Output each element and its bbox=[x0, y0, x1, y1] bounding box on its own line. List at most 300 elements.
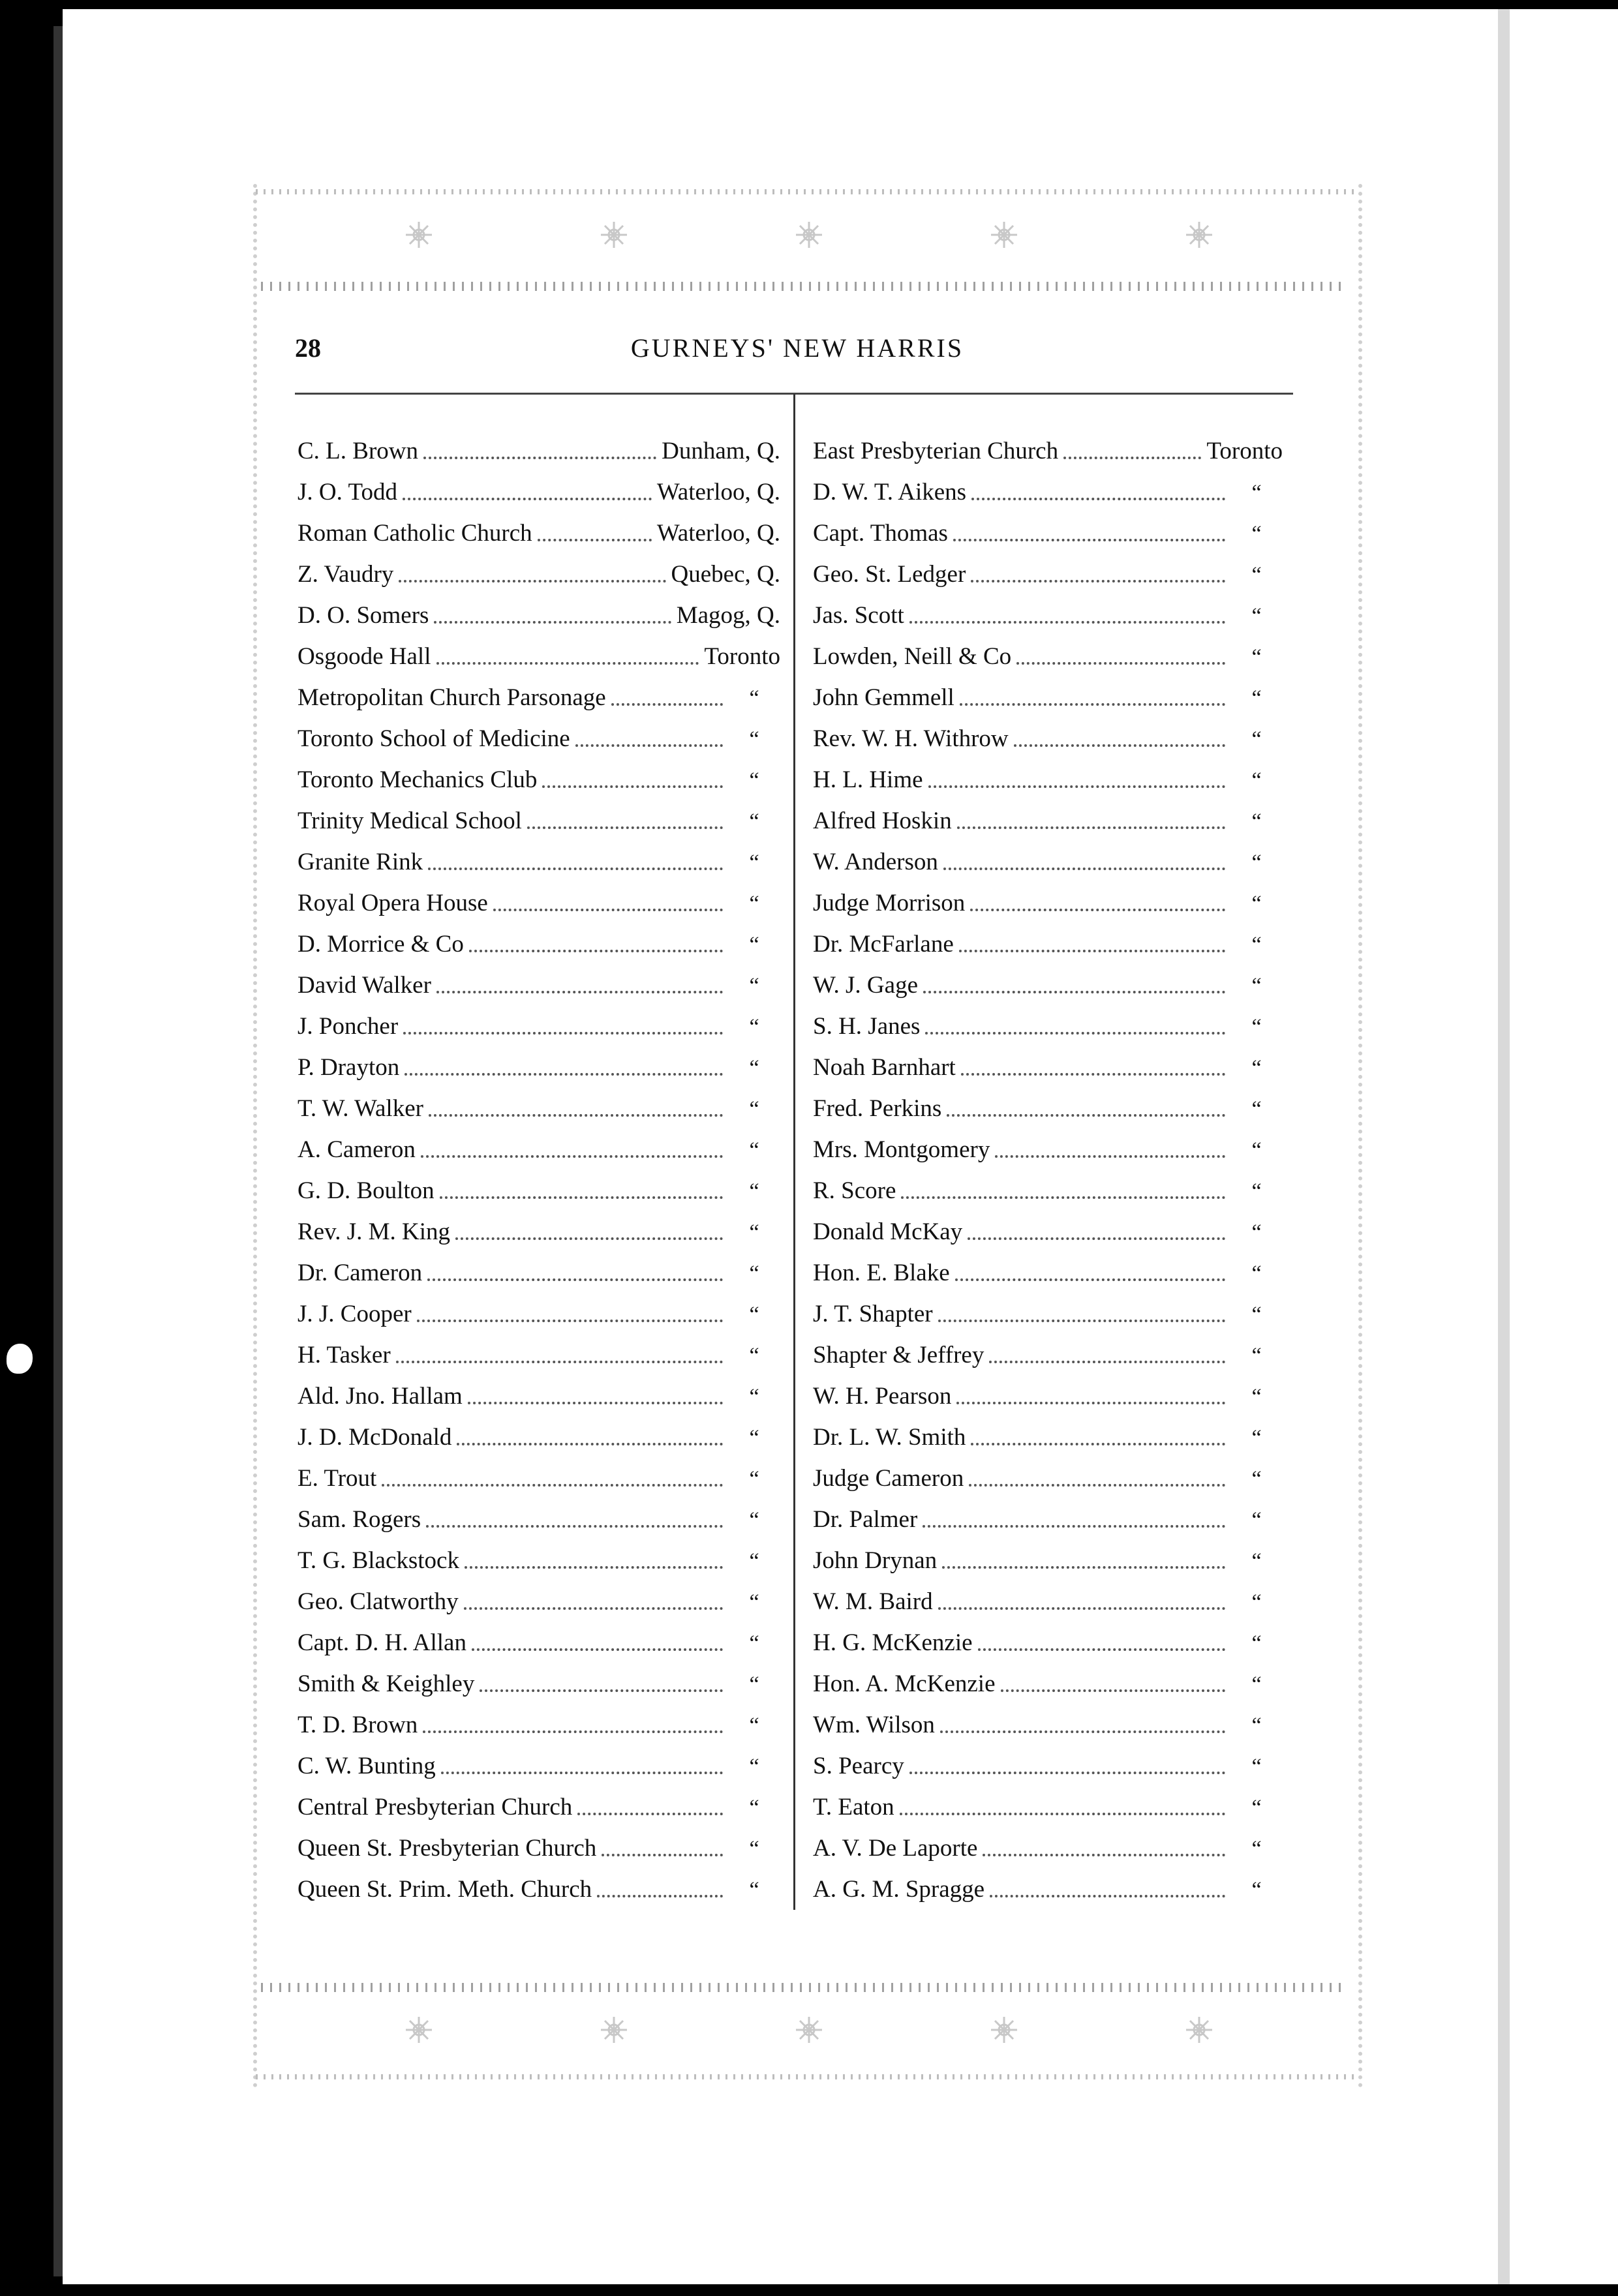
list-item bbox=[813, 965, 1283, 1006]
list-item bbox=[813, 1499, 1283, 1540]
ditto-mark: “ bbox=[749, 974, 759, 998]
entry-name: W. Anderson bbox=[813, 849, 938, 875]
dot-leader bbox=[428, 868, 723, 870]
ditto-mark: “ bbox=[749, 1714, 759, 1738]
list-item bbox=[298, 595, 780, 636]
ditto-mark: “ bbox=[1251, 974, 1262, 998]
ditto-mark: “ bbox=[749, 1426, 759, 1450]
ditto-mark: “ bbox=[749, 809, 759, 834]
list-item bbox=[813, 1704, 1283, 1745]
entry-location: Waterloo, Q. bbox=[656, 520, 780, 547]
entry-name: Donald McKay bbox=[813, 1218, 963, 1245]
dot-leader bbox=[429, 1114, 723, 1117]
ditto-mark: “ bbox=[1251, 1755, 1262, 1779]
list-item bbox=[813, 636, 1283, 677]
list-item bbox=[813, 1458, 1283, 1499]
dot-leader bbox=[542, 785, 723, 788]
list-item bbox=[813, 841, 1283, 883]
list-item bbox=[298, 1704, 780, 1745]
entry-name: P. Drayton bbox=[298, 1054, 400, 1081]
ditto-mark: “ bbox=[1251, 1261, 1262, 1286]
entry-location: Toronto bbox=[704, 643, 780, 670]
ditto-mark: “ bbox=[749, 1261, 759, 1286]
list-item bbox=[298, 841, 780, 883]
list-item bbox=[813, 1006, 1283, 1047]
ornament-icon bbox=[600, 2016, 628, 2044]
list-item bbox=[298, 636, 780, 677]
ditto-mark: “ bbox=[1251, 686, 1262, 710]
top-ornament-row bbox=[404, 220, 1214, 249]
entry-name: J. O. Todd bbox=[298, 479, 397, 506]
list-item bbox=[813, 1581, 1283, 1622]
ditto-mark: “ bbox=[1251, 604, 1262, 628]
entry-name: Capt. Thomas bbox=[813, 520, 948, 547]
entry-name: David Walker bbox=[298, 972, 431, 999]
list-item bbox=[813, 883, 1283, 924]
dot-leader bbox=[942, 1566, 1225, 1569]
dot-leader bbox=[403, 1032, 723, 1035]
entry-name: H. G. McKenzie bbox=[813, 1629, 973, 1656]
dot-leader bbox=[1016, 662, 1225, 665]
list-item bbox=[813, 1540, 1283, 1581]
entry-name: Central Presbyterian Church bbox=[298, 1794, 573, 1820]
ditto-mark: “ bbox=[749, 727, 759, 751]
ditto-mark: “ bbox=[749, 1097, 759, 1121]
entry-name: Wm. Wilson bbox=[813, 1712, 935, 1738]
entry-name: Dr. McFarlane bbox=[813, 931, 954, 958]
entry-name: W. H. Pearson bbox=[813, 1383, 952, 1410]
page-edge bbox=[1498, 9, 1510, 2284]
entry-name: John Drynan bbox=[813, 1547, 938, 1574]
list-item bbox=[813, 1787, 1283, 1828]
ditto-mark: “ bbox=[1251, 1385, 1262, 1409]
ornament-icon bbox=[1185, 220, 1214, 249]
ditto-mark: “ bbox=[1251, 1220, 1262, 1245]
dot-leader bbox=[527, 826, 723, 829]
dot-leader bbox=[978, 1648, 1225, 1651]
entry-name: East Presbyterian Church bbox=[813, 438, 1059, 464]
list-item bbox=[813, 1663, 1283, 1704]
ditto-mark: “ bbox=[749, 1755, 759, 1779]
dot-leader bbox=[953, 539, 1225, 541]
ditto-mark: “ bbox=[1251, 1837, 1262, 1861]
list-item bbox=[298, 1869, 780, 1910]
dot-leader bbox=[928, 785, 1225, 788]
dot-leader bbox=[983, 1854, 1225, 1856]
ditto-mark: “ bbox=[749, 1549, 759, 1573]
ditto-mark: “ bbox=[1251, 1631, 1262, 1655]
entry-name: Dr. L. W. Smith bbox=[813, 1424, 966, 1451]
list-item bbox=[298, 430, 780, 472]
ditto-mark: “ bbox=[749, 686, 759, 710]
list-item bbox=[298, 1376, 780, 1417]
dot-leader bbox=[611, 703, 723, 706]
page-number: 28 bbox=[295, 333, 321, 363]
entry-name: J. T. Shapter bbox=[813, 1301, 933, 1327]
entry-name: D. O. Somers bbox=[298, 602, 429, 629]
list-item bbox=[813, 1088, 1283, 1129]
entry-name: J. J. Cooper bbox=[298, 1301, 412, 1327]
ditto-mark: “ bbox=[1251, 1303, 1262, 1327]
entry-name: H. Tasker bbox=[298, 1342, 391, 1368]
ornament-icon bbox=[990, 2016, 1018, 2044]
ornament-icon bbox=[600, 220, 628, 249]
dot-leader bbox=[938, 1320, 1225, 1322]
list-item bbox=[298, 1458, 780, 1499]
page-header bbox=[295, 333, 1300, 378]
list-item bbox=[813, 1129, 1283, 1170]
entry-name: Z. Vaudry bbox=[298, 561, 394, 588]
ditto-mark: “ bbox=[749, 1508, 759, 1532]
dot-leader bbox=[995, 1155, 1225, 1158]
top-tick-rule bbox=[261, 282, 1344, 291]
entry-name: Royal Opera House bbox=[298, 890, 488, 916]
dot-leader bbox=[468, 1402, 723, 1404]
entry-name: Trinity Medical School bbox=[298, 808, 522, 834]
entry-name: Hon. A. McKenzie bbox=[813, 1670, 996, 1697]
list-item bbox=[298, 1663, 780, 1704]
entry-name: Rev. W. H. Withrow bbox=[813, 725, 1009, 752]
ditto-mark: “ bbox=[749, 1056, 759, 1080]
ditto-mark: “ bbox=[1251, 768, 1262, 793]
dot-leader bbox=[909, 621, 1225, 624]
ditto-mark: “ bbox=[1251, 892, 1262, 916]
dot-leader bbox=[417, 1320, 723, 1322]
dot-leader bbox=[955, 1278, 1225, 1281]
dot-leader bbox=[938, 1607, 1225, 1610]
dot-leader bbox=[469, 950, 723, 952]
entry-name: Geo. Clatworthy bbox=[298, 1588, 459, 1615]
list-item bbox=[813, 1745, 1283, 1787]
ditto-mark: “ bbox=[1251, 1344, 1262, 1368]
ornament-icon bbox=[795, 220, 823, 249]
list-item bbox=[813, 1170, 1283, 1211]
entry-location: Waterloo, Q. bbox=[656, 479, 780, 506]
list-item bbox=[298, 800, 780, 841]
dot-leader bbox=[990, 1895, 1225, 1897]
list-item bbox=[813, 677, 1283, 718]
dot-leader bbox=[909, 1772, 1225, 1774]
ditto-mark: “ bbox=[749, 1138, 759, 1162]
ditto-mark: “ bbox=[1251, 1056, 1262, 1080]
ditto-mark: “ bbox=[1251, 1672, 1262, 1697]
ornament-icon bbox=[990, 220, 1018, 249]
entry-name: Sam. Rogers bbox=[298, 1506, 421, 1533]
list-item bbox=[298, 554, 780, 595]
ditto-mark: “ bbox=[1251, 563, 1262, 587]
ditto-mark: “ bbox=[749, 1220, 759, 1245]
entry-name: T. G. Blackstock bbox=[298, 1547, 459, 1574]
list-item bbox=[298, 1417, 780, 1458]
entry-name: Hon. E. Blake bbox=[813, 1260, 950, 1286]
dot-leader bbox=[382, 1484, 723, 1487]
ditto-mark: “ bbox=[1251, 1508, 1262, 1532]
ditto-mark: “ bbox=[749, 1344, 759, 1368]
dot-leader bbox=[436, 991, 723, 993]
list-item bbox=[298, 1293, 780, 1335]
dot-leader bbox=[423, 457, 656, 459]
ditto-mark: “ bbox=[1251, 1015, 1262, 1039]
ditto-mark: “ bbox=[1251, 645, 1262, 669]
ditto-mark: “ bbox=[749, 1467, 759, 1491]
ditto-mark: “ bbox=[749, 1015, 759, 1039]
ditto-mark: “ bbox=[1251, 522, 1262, 546]
dot-leader bbox=[493, 909, 723, 911]
ornament-icon bbox=[404, 220, 433, 249]
dot-leader bbox=[464, 1607, 723, 1610]
list-item bbox=[813, 1376, 1283, 1417]
bottom-tick-rule bbox=[261, 1983, 1344, 1992]
dot-leader bbox=[602, 1854, 723, 1856]
ditto-mark: “ bbox=[1251, 1549, 1262, 1573]
list-item bbox=[813, 1417, 1283, 1458]
entry-name: Dr. Palmer bbox=[813, 1506, 918, 1533]
entry-name: W. M. Baird bbox=[813, 1588, 933, 1615]
list-item bbox=[813, 1335, 1283, 1376]
list-item bbox=[813, 718, 1283, 759]
entry-location: Dunham, Q. bbox=[662, 438, 780, 464]
ditto-mark: “ bbox=[749, 851, 759, 875]
list-item bbox=[298, 924, 780, 965]
entry-name: T. W. Walker bbox=[298, 1095, 423, 1122]
list-item bbox=[298, 1088, 780, 1129]
dot-leader bbox=[421, 1155, 723, 1158]
ditto-mark: “ bbox=[749, 1878, 759, 1902]
list-item bbox=[813, 595, 1283, 636]
list-item bbox=[298, 1047, 780, 1088]
list-item bbox=[298, 965, 780, 1006]
entry-name: Osgoode Hall bbox=[298, 643, 431, 670]
dot-leader bbox=[961, 1073, 1225, 1076]
entry-name: Noah Barnhart bbox=[813, 1054, 956, 1081]
list-item bbox=[813, 759, 1283, 800]
entry-name: R. Score bbox=[813, 1177, 896, 1204]
ditto-mark: “ bbox=[1251, 1714, 1262, 1738]
ditto-mark: “ bbox=[1251, 1138, 1262, 1162]
entry-name: G. D. Boulton bbox=[298, 1177, 435, 1204]
dot-leader bbox=[989, 1361, 1225, 1363]
list-item bbox=[298, 472, 780, 513]
entry-name: Rev. J. M. King bbox=[298, 1218, 450, 1245]
ditto-mark: “ bbox=[1251, 1590, 1262, 1614]
list-item bbox=[813, 800, 1283, 841]
entry-name: Dr. Cameron bbox=[298, 1260, 423, 1286]
ditto-mark: “ bbox=[1251, 933, 1262, 957]
entry-name: T. Eaton bbox=[813, 1794, 894, 1820]
entry-name: Judge Morrison bbox=[813, 890, 966, 916]
entry-name: Alfred Hoskin bbox=[813, 808, 952, 834]
ditto-mark: “ bbox=[1251, 809, 1262, 834]
entry-location: Toronto bbox=[1206, 438, 1283, 464]
list-item bbox=[813, 554, 1283, 595]
ditto-mark: “ bbox=[1251, 1878, 1262, 1902]
list-item bbox=[813, 1293, 1283, 1335]
dot-leader bbox=[441, 1772, 723, 1774]
entry-name: A. Cameron bbox=[298, 1136, 416, 1163]
ditto-mark: “ bbox=[749, 768, 759, 793]
right-column-list bbox=[813, 430, 1283, 1910]
column-divider bbox=[793, 394, 795, 1910]
margin-blot bbox=[7, 1344, 33, 1374]
entry-name: Lowden, Neill & Co bbox=[813, 643, 1012, 670]
ditto-mark: “ bbox=[749, 892, 759, 916]
entry-name: Smith & Keighley bbox=[298, 1670, 475, 1697]
list-item bbox=[298, 718, 780, 759]
entry-location: Quebec, Q. bbox=[671, 561, 780, 588]
dot-leader bbox=[1001, 1689, 1226, 1692]
running-title: GURNEYS' NEW HARRIS bbox=[630, 333, 964, 363]
ditto-mark: “ bbox=[749, 1590, 759, 1614]
list-item bbox=[298, 513, 780, 554]
entry-name: Metropolitan Church Parsonage bbox=[298, 684, 606, 711]
entry-name: Queen St. Prim. Meth. Church bbox=[298, 1876, 592, 1903]
list-item bbox=[298, 1581, 780, 1622]
entry-name: H. L. Hime bbox=[813, 766, 923, 793]
entry-name: Jas. Scott bbox=[813, 602, 904, 629]
dot-leader bbox=[436, 662, 699, 665]
ornament-icon bbox=[404, 2016, 433, 2044]
dot-leader bbox=[427, 1278, 723, 1281]
list-item bbox=[298, 1170, 780, 1211]
entry-name: C. L. Brown bbox=[298, 438, 418, 464]
ditto-mark: “ bbox=[749, 1837, 759, 1861]
list-item bbox=[298, 1540, 780, 1581]
dot-leader bbox=[923, 991, 1225, 993]
ornament-icon bbox=[795, 2016, 823, 2044]
ditto-mark: “ bbox=[749, 1385, 759, 1409]
list-item bbox=[813, 1622, 1283, 1663]
list-item bbox=[298, 759, 780, 800]
top-border-dots bbox=[256, 189, 1354, 194]
entry-name: Queen St. Presbyterian Church bbox=[298, 1835, 597, 1862]
ditto-mark: “ bbox=[749, 1672, 759, 1697]
entry-location: Magog, Q. bbox=[676, 602, 780, 629]
entry-name: Toronto Mechanics Club bbox=[298, 766, 538, 793]
dot-leader bbox=[403, 498, 652, 500]
ditto-mark: “ bbox=[1251, 1426, 1262, 1450]
dot-leader bbox=[947, 1114, 1225, 1117]
entry-name: A. V. De Laporte bbox=[813, 1835, 978, 1862]
ditto-mark: “ bbox=[1251, 481, 1262, 505]
entry-name: A. G. M. Spragge bbox=[813, 1876, 985, 1903]
dot-leader bbox=[971, 498, 1225, 500]
binding-shadow bbox=[53, 26, 63, 2276]
dot-leader bbox=[472, 1648, 723, 1651]
dot-leader bbox=[968, 1237, 1225, 1240]
dot-leader bbox=[575, 744, 723, 747]
dot-leader bbox=[971, 580, 1225, 582]
entry-name: J. Poncher bbox=[298, 1013, 399, 1040]
dot-leader bbox=[900, 1813, 1225, 1815]
dot-leader bbox=[434, 621, 671, 624]
entry-name: Geo. St. Ledger bbox=[813, 561, 966, 588]
list-item bbox=[813, 1047, 1283, 1088]
list-item bbox=[813, 513, 1283, 554]
dot-leader bbox=[1063, 457, 1201, 459]
list-item bbox=[813, 924, 1283, 965]
list-item bbox=[813, 472, 1283, 513]
dot-leader bbox=[404, 1073, 723, 1076]
entry-name: John Gemmell bbox=[813, 684, 954, 711]
dot-leader bbox=[957, 826, 1225, 829]
list-item bbox=[298, 1252, 780, 1293]
entry-name: Granite Rink bbox=[298, 849, 423, 875]
entry-name: S. Pearcy bbox=[813, 1753, 904, 1779]
dot-leader bbox=[901, 1196, 1225, 1199]
list-item bbox=[298, 1787, 780, 1828]
list-item bbox=[298, 1622, 780, 1663]
list-item bbox=[298, 677, 780, 718]
entry-name: Fred. Perkins bbox=[813, 1095, 942, 1122]
ditto-mark: “ bbox=[749, 1631, 759, 1655]
dot-leader bbox=[923, 1525, 1225, 1528]
list-item bbox=[298, 1129, 780, 1170]
ditto-mark: “ bbox=[1251, 1097, 1262, 1121]
dot-leader bbox=[956, 1402, 1225, 1404]
entry-name: D. Morrice & Co bbox=[298, 931, 464, 958]
dot-leader bbox=[960, 703, 1225, 706]
entry-name: T. D. Brown bbox=[298, 1712, 418, 1738]
left-column-list bbox=[298, 430, 780, 1910]
ditto-mark: “ bbox=[749, 1179, 759, 1203]
ditto-mark: “ bbox=[749, 1303, 759, 1327]
ornament-icon bbox=[1185, 2016, 1214, 2044]
dot-leader bbox=[970, 909, 1225, 911]
entry-name: Mrs. Montgomery bbox=[813, 1136, 990, 1163]
list-item bbox=[298, 1211, 780, 1252]
list-item bbox=[298, 1006, 780, 1047]
entry-name: Judge Cameron bbox=[813, 1465, 964, 1492]
dot-leader bbox=[577, 1813, 723, 1815]
dot-leader bbox=[959, 950, 1225, 952]
list-item bbox=[298, 1499, 780, 1540]
entry-name: D. W. T. Aikens bbox=[813, 479, 967, 506]
dot-leader bbox=[396, 1361, 723, 1363]
entry-name: J. D. McDonald bbox=[298, 1424, 452, 1451]
dot-leader bbox=[971, 1443, 1225, 1445]
entry-name: Roman Catholic Church bbox=[298, 520, 532, 547]
list-item bbox=[813, 1869, 1283, 1910]
dot-leader bbox=[925, 1032, 1225, 1035]
entry-name: Ald. Jno. Hallam bbox=[298, 1383, 463, 1410]
dot-leader bbox=[1014, 744, 1225, 747]
list-item bbox=[298, 1745, 780, 1787]
ditto-mark: “ bbox=[1251, 1796, 1262, 1820]
bottom-border-dots bbox=[256, 2074, 1354, 2079]
entry-name: Toronto School of Medicine bbox=[298, 725, 570, 752]
dot-leader bbox=[455, 1237, 723, 1240]
ditto-mark: “ bbox=[1251, 851, 1262, 875]
ditto-mark: “ bbox=[1251, 1467, 1262, 1491]
ditto-mark: “ bbox=[749, 1796, 759, 1820]
list-item bbox=[813, 430, 1283, 472]
dot-leader bbox=[597, 1895, 723, 1897]
entry-name: C. W. Bunting bbox=[298, 1753, 436, 1779]
dot-leader bbox=[943, 868, 1225, 870]
dot-leader bbox=[426, 1525, 723, 1528]
ditto-mark: “ bbox=[749, 933, 759, 957]
list-item bbox=[813, 1828, 1283, 1869]
entry-name: Capt. D. H. Allan bbox=[298, 1629, 466, 1656]
entry-name: W. J. Gage bbox=[813, 972, 918, 999]
entry-name: E. Trout bbox=[298, 1465, 377, 1492]
list-item bbox=[813, 1211, 1283, 1252]
dot-leader bbox=[457, 1443, 723, 1445]
dot-leader bbox=[940, 1730, 1225, 1733]
dot-leader bbox=[465, 1566, 723, 1569]
list-item bbox=[298, 1335, 780, 1376]
dot-leader bbox=[480, 1689, 723, 1692]
